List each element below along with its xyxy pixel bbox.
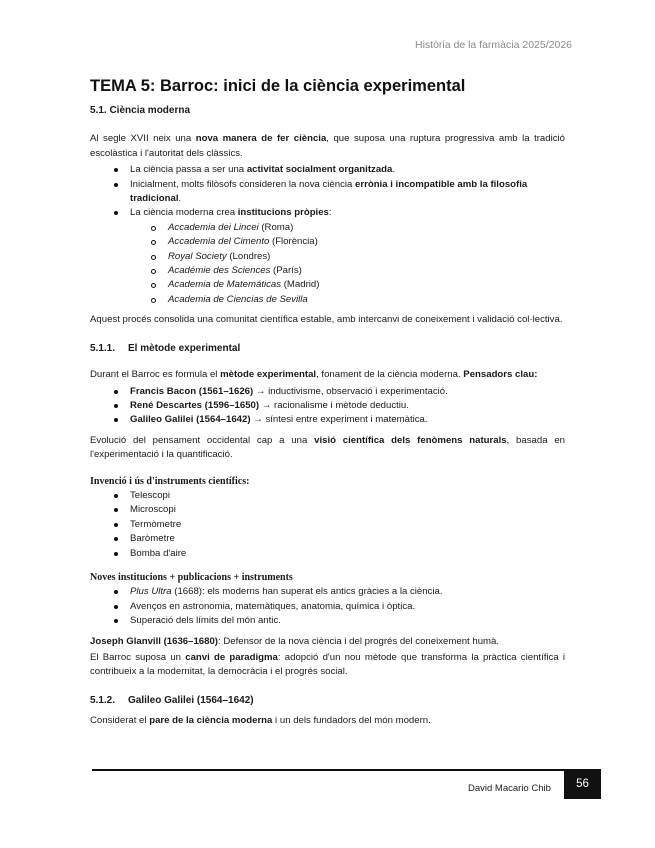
- instrument-item: Bomba d'aire: [90, 547, 565, 561]
- method-intro: Durant el Barroc es formula el mètode experimental, fonament de la ciència moderna. Pensadors clau:: [90, 369, 538, 381]
- institution-item: Royal Society (Londres): [90, 250, 565, 264]
- galileo-paragraph: Considerat el pare de la ciència moderna i un dels fundadors del món modern.: [90, 715, 431, 727]
- list-item: La ciència passa a ser una activitat socialment organitzada.: [90, 163, 565, 177]
- news-heading: Noves institucions + publicacions + instruments: [90, 571, 293, 583]
- institution-item: Academia de Matemáticas (Madrid): [90, 278, 565, 292]
- institution-item: Accademia dei Lincei (Roma): [90, 221, 565, 235]
- section-heading-5-1-1: 5.1.1. El mètode experimental: [90, 342, 241, 354]
- thinkers-list: [90, 385, 565, 428]
- glanvill-paragraph: Joseph Glanvill (1636–1680): Defensor de la nova ciència i del progrés del coneixement humà.: [90, 635, 500, 647]
- list-item: Galileo Galilei (1564–1642) → síntesi entre experiment i matemàtica.: [90, 413, 565, 427]
- list-item: Plus Ultra (1668): els moderns han superat els antics gràcies a la ciència.: [90, 585, 565, 599]
- list-item: Avenços en astronomia, matemàtiques, anatomia, química i òptica.: [90, 600, 565, 614]
- footer-rule: [92, 769, 564, 771]
- instruments-heading: Invenció i ús d'instruments científics:: [90, 475, 250, 487]
- section-heading-5-1-2: 5.1.2. Galileo Galilei (1564–1642): [90, 694, 254, 706]
- news-list: [90, 585, 565, 628]
- section-heading-5-1: 5.1. Ciència moderna: [90, 105, 191, 116]
- instrument-item: Telescopi: [90, 489, 565, 503]
- chapter-title: TEMA 5: Barroc: inici de la ciència experimental: [90, 77, 466, 95]
- page-content: [90, 104, 565, 731]
- institutions-list: [90, 221, 565, 307]
- paradigm-paragraph: El Barroc suposa un canvi de paradigma: adopció d'un nou mètode que transforma la pràctica científica i contribueix a la modernitat, la democràcia i el progrés social.: [90, 652, 566, 678]
- evolution-paragraph: Evolució del pensament occidental cap a una visió científica dels fenòmens naturals, basada en l'experimentació i la quantificació.: [90, 434, 565, 461]
- bullet-list: [90, 163, 565, 221]
- list-item: Superació dels límits del món antic.: [90, 614, 565, 628]
- list-item: Inicialment, molts filòsofs consideren la nova ciència errònia i incompatible amb la filosofia tradicional.: [90, 178, 565, 207]
- section-intro: Al segle XVII neix una nova manera de fer ciència, que suposa una ruptura progressiva amb la tradició escolàstica i l'autoritat dels clàssics.: [90, 133, 565, 159]
- instrument-item: Microscopi: [90, 503, 565, 517]
- instruments-list: [90, 489, 565, 561]
- instrument-item: Termòmetre: [90, 518, 565, 532]
- footer-author: David Macario Chib: [468, 783, 551, 794]
- section-outro: Aquest procés consolida una comunitat científica estable, amb intercanvi de coneixement i validació col·lectiva.: [90, 314, 563, 326]
- instrument-item: Baròmetre: [90, 532, 565, 546]
- page-number: 56: [564, 769, 601, 799]
- list-item: La ciència moderna crea institucions pròpies:: [90, 206, 565, 220]
- institution-item: Académie des Sciences (París): [90, 264, 565, 278]
- institution-item: Academia de Ciencias de Sevilla: [90, 293, 565, 307]
- list-item: Francis Bacon (1561–1626) → inductivisme, observació i experimentació.: [90, 385, 565, 399]
- list-item: René Descartes (1596–1650) → racionalisme i mètode deductiu.: [90, 399, 565, 413]
- institution-item: Accademia del Cimento (Florència): [90, 235, 565, 249]
- running-header: Història de la farmàcia 2025/2026: [414, 39, 572, 51]
